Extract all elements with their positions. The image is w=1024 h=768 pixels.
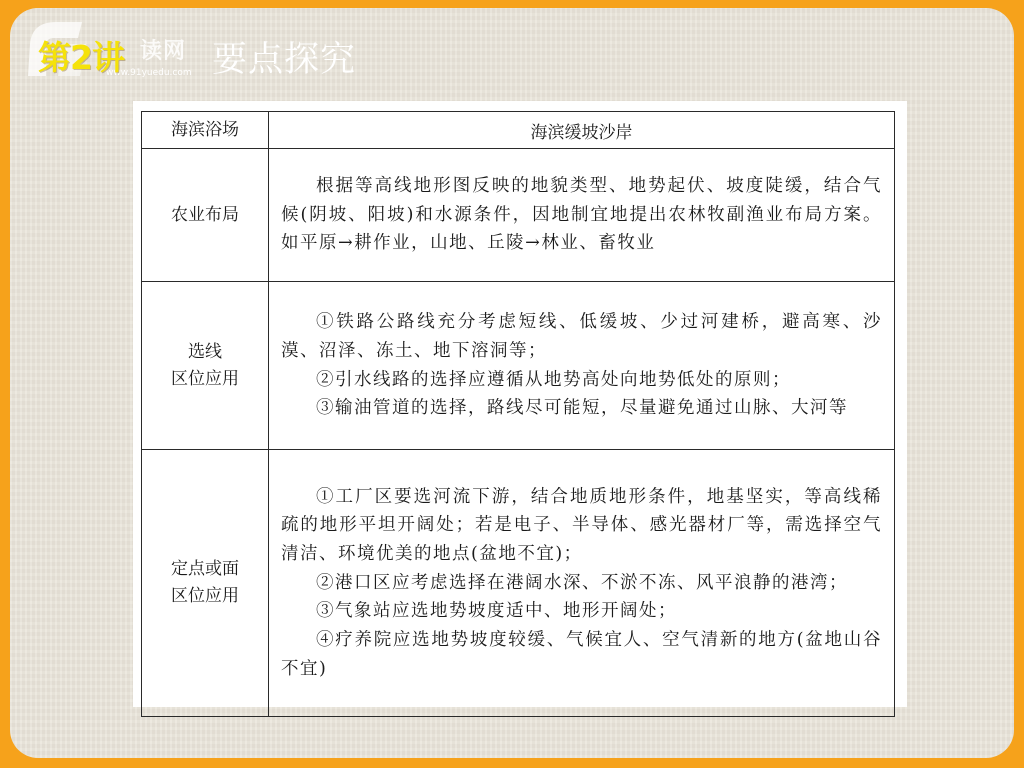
row-paragraph: ③气象站应选地势坡度适中、地形开阔处； (316, 601, 677, 622)
watermark-url: www.91yuedu.com (106, 68, 192, 78)
table-header-cell: 海滨缓坡沙岸 (269, 112, 895, 149)
row-paragraph: 根据等高线地形图反映的地貌类型、地势起伏、坡度陡缓，结合气候(阴坡、阳坡)和水源条件，因地制宜地提出农林牧副渔业布局方案。如平原→耕作业，山地、丘陵→林业、畜牧业 (281, 175, 882, 254)
row-label-line: 选线 (188, 341, 222, 362)
row-label-line: 区位应用 (171, 368, 239, 389)
table-row (142, 149, 895, 282)
row-paragraph: ②港口区应考虑选择在港阔水深、不淤不冻、风平浪静的港湾； (316, 572, 848, 593)
row-label (142, 282, 269, 450)
row-label: 农业布局 (142, 149, 269, 282)
row-paragraph: ②引水线路的选择应遵循从地势高处向地势低处的原则； (316, 369, 791, 390)
row-paragraph: ①铁路公路线充分考虑短线、低缓坡、少过河建桥，避高寒、沙漠、沼泽、冻土、地下溶洞等； (281, 312, 882, 361)
row-content (269, 282, 895, 450)
row-label-line: 区位应用 (171, 586, 239, 606)
row-paragraph: ④疗养院应选地势坡度较缓、气候宜人、空气清新的地方(盆地山谷不宜) (281, 630, 882, 679)
row-paragraph: ③输油管道的选择，路线尽可能短，尽量避免通过山脉、大河等 (316, 398, 848, 419)
row-label (142, 450, 269, 717)
table-header-cell: 海滨浴场 (142, 112, 269, 149)
table-row (142, 450, 895, 717)
watermark-text: 读网 (140, 39, 187, 64)
row-paragraph: ①工厂区要选河流下游，结合地质地形条件，地基坚实，等高线稀疏的地形平坦开阔处；若是电子、半导体、感光器材厂等，需选择空气清洁、环境优美的地点(盆地不宜)； (281, 486, 882, 564)
content-table (141, 111, 895, 717)
row-label-line: 定点或面 (171, 559, 239, 579)
table-header-row (142, 112, 895, 149)
table-row (142, 282, 895, 450)
row-content (269, 149, 895, 282)
page-title: 要点探究 (212, 40, 357, 80)
content-card (133, 101, 907, 707)
row-content (269, 450, 895, 717)
lesson-label: 第2讲 (38, 38, 124, 77)
